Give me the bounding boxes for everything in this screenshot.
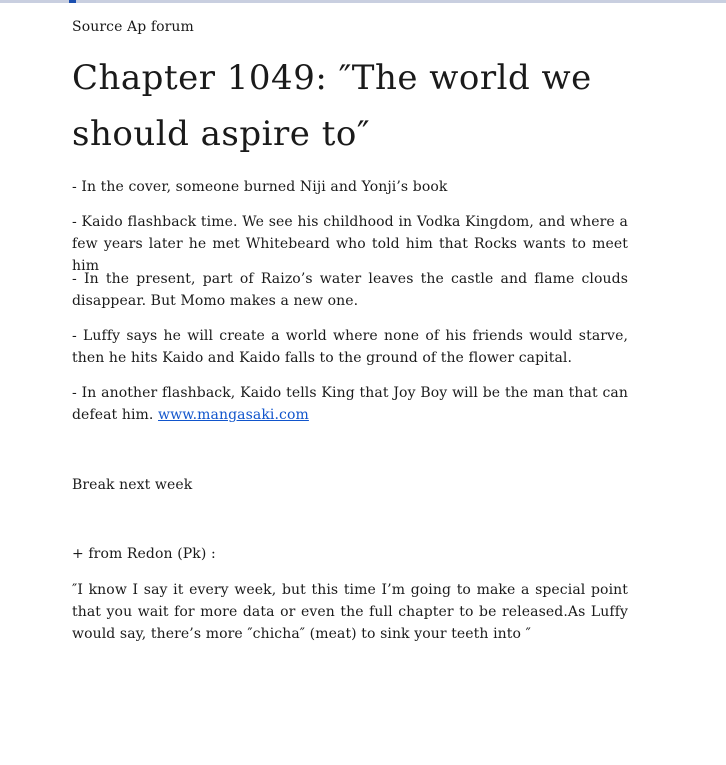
bullet-present: - In the present, part of Raizo’s water leaves the castle and flame clouds disappear. But Momo makes a new one.	[72, 271, 628, 309]
top-scroll-marker	[69, 0, 76, 3]
source-line: Source Ap forum	[72, 19, 194, 35]
bullet-cover: - In the cover, someone burned Niji and Yonji’s book	[72, 179, 448, 195]
chapter-title: Chapter 1049: ″The world we should aspire to″	[72, 58, 592, 154]
mangasaki-link[interactable]: www.mangasaki.com	[158, 407, 309, 423]
break-notice: Break next week	[72, 477, 193, 493]
bullet-joy-boy	[72, 382, 628, 426]
bullet-luffy: - Luffy says he will create a world where none of his friends would starve, then he hits Kaido and Kaido falls to the ground of the flower capital.	[72, 328, 628, 366]
bullet-joy-boy-text: - In another flashback, Kaido tells King that Joy Boy will be the man that can defeat him.	[72, 385, 628, 423]
from-redon-line: + from Redon (Pk) :	[72, 546, 216, 562]
bullet-kaido-flashback: - Kaido flashback time. We see his childhood in Vodka Kingdom, and where a few years later he met Whitebeard who told him that Rocks wants to meet him	[72, 214, 628, 274]
top-scroll-strip	[0, 0, 726, 3]
redon-quote: ″I know I say it every week, but this time I’m going to make a special point that you wait for more data or even the full chapter to be released.As Luffy would say, there’s more ″chicha″ (meat) to sink your teeth into ″	[72, 582, 628, 642]
